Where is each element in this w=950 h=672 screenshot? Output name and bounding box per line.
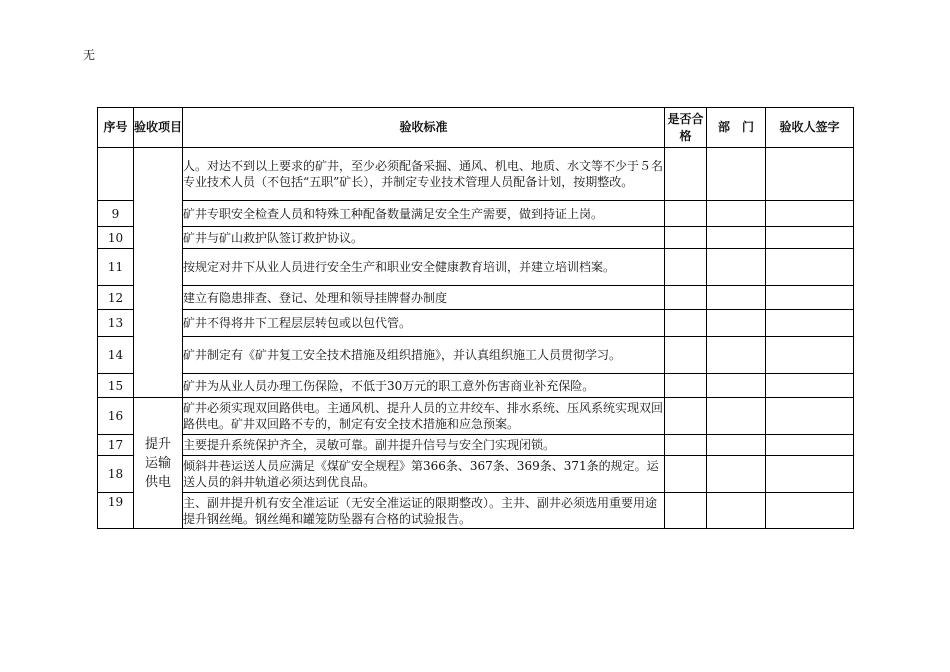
- qualified-cell[interactable]: [665, 286, 707, 310]
- table-row: [98, 310, 854, 337]
- table-row: [98, 201, 854, 227]
- table-row: [98, 493, 854, 529]
- row-standard: 主、副井提升机有安全准运证（无安全准运证的限期整改）。主井、副井必须选用重要用途提升钢丝绳。钢丝绳和罐笼防坠器有合格的试验报告。: [183, 493, 665, 529]
- row-seq: 19: [98, 493, 134, 529]
- qualified-cell[interactable]: [665, 398, 707, 435]
- dept-cell[interactable]: [707, 456, 766, 493]
- dept-cell[interactable]: [707, 227, 766, 249]
- row-seq: [98, 148, 134, 201]
- table-row: [98, 398, 854, 435]
- row-standard: 倾斜井巷运送人员应满足《煤矿安全规程》第366条、367条、369条、371条的规定。运送人员的斜井轨道必须达到优良品。: [183, 456, 665, 493]
- signer-cell[interactable]: [766, 435, 854, 456]
- group-label-cell: [134, 398, 183, 529]
- qualified-cell[interactable]: [665, 337, 707, 374]
- row-seq: 9: [98, 201, 134, 227]
- row-standard: 按规定对井下从业人员进行安全生产和职业安全健康教育培训，并建立培训档案。: [183, 249, 665, 286]
- group-label: 提升运输供电: [144, 436, 171, 490]
- table-row: [98, 374, 854, 398]
- signer-cell[interactable]: [766, 148, 854, 201]
- table-row: [98, 435, 854, 456]
- row-standard: 主要提升系统保护齐全，灵敏可靠。副井提升信号与安全门实现闭锁。: [183, 435, 665, 456]
- signer-cell[interactable]: [766, 337, 854, 374]
- row-seq: 13: [98, 310, 134, 337]
- row-standard: 矿井专职安全检查人员和特殊工种配备数量满足安全生产需要，做到持证上岗。: [183, 201, 665, 227]
- row-seq: 15: [98, 374, 134, 398]
- header-signer: 验收人签字: [766, 108, 854, 148]
- header-row: [98, 108, 854, 148]
- header-qualified: 是否合格: [665, 108, 707, 148]
- row-standard: 人。对达不到以上要求的矿井，至少必须配备采掘、通风、机电、地质、水文等不少于５名专业技术人员（不包括“五职”矿长），并制定专业技术管理人员配备计划，按期整改。: [183, 148, 665, 201]
- qualified-cell[interactable]: [665, 201, 707, 227]
- qualified-cell[interactable]: [665, 374, 707, 398]
- row-standard: 建立有隐患排查、登记、处理和领导挂牌督办制度: [183, 286, 665, 310]
- table-row: [98, 227, 854, 249]
- signer-cell[interactable]: [766, 286, 854, 310]
- dept-cell[interactable]: [707, 310, 766, 337]
- table-row: [98, 249, 854, 286]
- table-row: [98, 456, 854, 493]
- row-standard: 矿井与矿山救护队签订救护协议。: [183, 227, 665, 249]
- dept-cell[interactable]: [707, 435, 766, 456]
- qualified-cell[interactable]: [665, 456, 707, 493]
- qualified-cell[interactable]: [665, 249, 707, 286]
- dept-cell[interactable]: [707, 286, 766, 310]
- signer-cell[interactable]: [766, 201, 854, 227]
- dept-cell[interactable]: [707, 249, 766, 286]
- dept-cell[interactable]: [707, 493, 766, 529]
- qualified-cell[interactable]: [665, 310, 707, 337]
- qualified-cell[interactable]: [665, 493, 707, 529]
- row-seq: 14: [98, 337, 134, 374]
- row-seq: 17: [98, 435, 134, 456]
- row-item: [134, 148, 183, 398]
- header-seq: 序号: [98, 108, 134, 148]
- dept-cell[interactable]: [707, 201, 766, 227]
- header-note: 无: [83, 48, 96, 62]
- row-seq: 16: [98, 398, 134, 435]
- row-seq: 12: [98, 286, 134, 310]
- row-standard: 矿井必须实现双回路供电。主通风机、提升人员的立井绞车、排水系统、压风系统实现双回路供电。矿井双回路不专的，制定有安全技术措施和应急预案。: [183, 398, 665, 435]
- dept-cell[interactable]: [707, 148, 766, 201]
- row-standard: 矿井制定有《矿井复工安全技术措施及组织措施》，并认真组织施工人员贯彻学习。: [183, 337, 665, 374]
- signer-cell[interactable]: [766, 374, 854, 398]
- acceptance-table: [97, 107, 854, 529]
- row-standard: 矿井为从业人员办理工伤保险，不低于30万元的职工意外伤害商业补充保险。: [183, 374, 665, 398]
- qualified-cell[interactable]: [665, 227, 707, 249]
- row-seq: 18: [98, 456, 134, 493]
- row-seq: 11: [98, 249, 134, 286]
- table-row: [98, 286, 854, 310]
- signer-cell[interactable]: [766, 456, 854, 493]
- signer-cell[interactable]: [766, 249, 854, 286]
- header-item: 验收项目: [134, 108, 183, 148]
- signer-cell[interactable]: [766, 310, 854, 337]
- qualified-cell[interactable]: [665, 435, 707, 456]
- table-row: [98, 148, 854, 201]
- row-seq: 10: [98, 227, 134, 249]
- header-standard: 验收标准: [183, 108, 665, 148]
- signer-cell[interactable]: [766, 398, 854, 435]
- dept-cell[interactable]: [707, 374, 766, 398]
- table-row: [98, 337, 854, 374]
- qualified-cell[interactable]: [665, 148, 707, 201]
- signer-cell[interactable]: [766, 493, 854, 529]
- row-standard: 矿井不得将井下工程层层转包或以包代管。: [183, 310, 665, 337]
- header-dept: 部 门: [707, 108, 766, 148]
- signer-cell[interactable]: [766, 227, 854, 249]
- dept-cell[interactable]: [707, 398, 766, 435]
- dept-cell[interactable]: [707, 337, 766, 374]
